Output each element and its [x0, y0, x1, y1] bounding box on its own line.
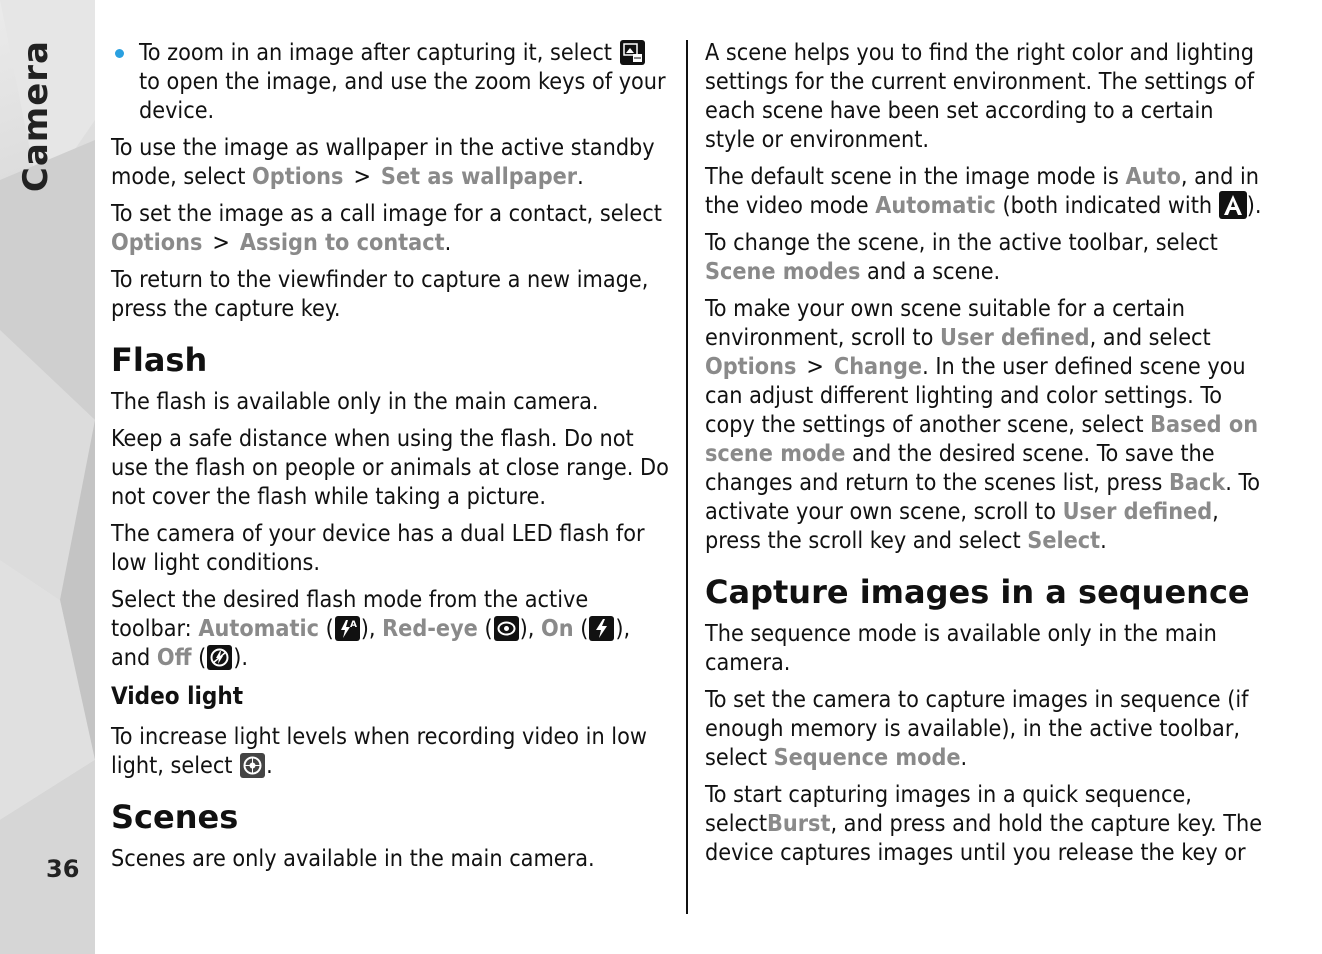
menu-assign-to-contact: Assign to contact: [239, 229, 445, 256]
flash-heading: Flash: [111, 341, 208, 379]
flash-paragraph-3: The camera of your device has a dual LED flash for low light conditions.: [111, 520, 645, 576]
zoom-bullet: To zoom in an image after capturing it, select to open the image, and use the zoom keys of your device.: [111, 38, 673, 125]
menu-options: Options: [111, 229, 203, 256]
scenes-paragraph-1: Scenes are only available in the main camera.: [111, 845, 595, 872]
menu-options: Options: [252, 163, 344, 190]
return-paragraph: To return to the viewfinder to capture a new image, press the capture key.: [111, 266, 649, 322]
scenes-heading: Scenes: [111, 798, 239, 836]
auto-scene-icon: [1219, 191, 1247, 219]
right-column: [705, 38, 1270, 875]
page-number: 36: [46, 855, 80, 883]
menu-based-on-scene-mode: Based on scene mode: [705, 411, 1259, 467]
red-eye-icon: [494, 616, 519, 641]
scene-automatic: Automatic: [875, 192, 996, 219]
flash-mode-on: On: [540, 615, 574, 642]
flash-mode-automatic: Automatic: [198, 615, 319, 642]
sequence-paragraph-2: To set the camera to capture images in sequence (if enough memory is available), in the active toolbar, select Sequence mode.: [705, 686, 1249, 771]
flash-paragraph-2: Keep a safe distance when using the flash. Do not use the flash on people or animals at close range. Do not cover the flash while taking a picture.: [111, 425, 669, 510]
flash-modes-paragraph: Select the desired flash mode from the active toolbar: Automatic ( A ), Red-eye ( ), On ( ), and Off ( ).: [111, 586, 631, 671]
menu-back: Back: [1169, 469, 1226, 496]
menu-select: Select: [1027, 527, 1101, 554]
flash-mode-off: Off: [156, 644, 192, 671]
menu-user-defined: User defined: [940, 324, 1090, 351]
video-light-paragraph: To increase light levels when recording video in low light, select .: [111, 723, 647, 779]
own-scene-paragraph: To make your own scene suitable for a certain environment, scroll to User defined, and select Options > Change. In the user defined scene you can adjust different lighting and color settings. To copy the settings of another scene, select Based on scene mode and the desired scene. To save the changes and return to the scenes list, press Back. To activate your own scene, scroll to User defined, press the scroll key and select Select.: [705, 295, 1261, 554]
menu-user-defined: User defined: [1062, 498, 1213, 525]
menu-scene-modes: Scene modes: [705, 258, 861, 285]
left-column: [111, 38, 673, 881]
column-divider: [686, 40, 688, 914]
flash-off-icon: [207, 645, 232, 670]
menu-options: Options: [705, 353, 797, 380]
call-image-paragraph: To set the image as a call image for a contact, select Options > Assign to contact.: [111, 200, 662, 256]
menu-change: Change: [833, 353, 923, 380]
flash-paragraph-1: The flash is available only in the main camera.: [111, 388, 599, 415]
flash-on-icon: [589, 616, 614, 641]
default-scene-paragraph: The default scene in the image mode is Auto, and in the video mode Automatic (both indicated with ).: [705, 163, 1262, 219]
wallpaper-paragraph: To use the image as wallpaper in the active standby mode, select Options > Set as wallpaper.: [111, 134, 655, 190]
flash-mode-red-eye: Red-eye: [382, 615, 478, 642]
video-light-icon: [240, 753, 265, 778]
section-title: Camera: [16, 40, 56, 193]
flash-auto-icon: [335, 616, 360, 641]
svg-text:A: A: [349, 620, 357, 630]
scene-auto: Auto: [1125, 163, 1181, 190]
section-sidebar: [0, 0, 95, 954]
sequence-paragraph-3: To start capturing images in a quick sequence, selectBurst, and press and hold the capture key. The device captures images until you release the key or: [705, 781, 1263, 866]
scene-paragraph-1: A scene helps you to find the right color and lighting settings for the current environment. The settings of each scene have been set according to a certain style or environment.: [705, 39, 1255, 153]
menu-set-as-wallpaper: Set as wallpaper: [380, 163, 578, 190]
change-scene-paragraph: To change the scene, in the active toolbar, select Scene modes and a scene.: [705, 229, 1218, 285]
gallery-icon: [620, 40, 645, 65]
sequence-heading: Capture images in a sequence: [705, 573, 1250, 611]
menu-sequence-mode: Sequence mode: [773, 744, 961, 771]
bullet-dot: [115, 49, 124, 58]
video-light-heading: Video light: [111, 682, 244, 710]
menu-burst: Burst: [767, 810, 831, 837]
sequence-paragraph-1: The sequence mode is available only in the main camera.: [705, 620, 1217, 676]
